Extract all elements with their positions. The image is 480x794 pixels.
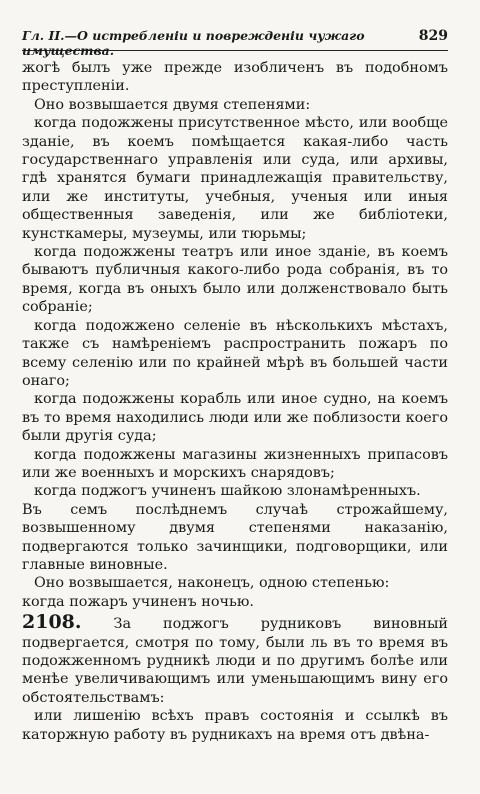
article-number: 2108. (22, 611, 82, 634)
paragraph-10: Оно возвышается, наконецъ, одною степенью: (34, 575, 390, 592)
paragraph-6: когда подожжены корабль или иное судно, на коемъ въ то время находились люди или же поблизости коего были другія суда; (22, 391, 448, 445)
paragraph-5: когда подожжено селеніе въ нѣсколькихъ мѣстахъ, также съ намѣреніемъ распространить пожаръ по всему селенію или по крайней мѣрѣ въ большей части онаго; (22, 317, 448, 389)
paragraph-2: Оно возвышается двумя степенями: (34, 96, 311, 113)
article-text: За поджогъ рудниковъ виновный подвергается, смотря по тому, были ль въ то время въ подожженномъ рудникѣ люди и по другимъ болѣе или менѣе увеличивающимъ или уменьшающимъ вину его обстоятельствамъ: (22, 616, 448, 706)
article-paragraph (22, 613, 448, 707)
paragraph-3: когда подожжены присутственное мѣсто, или вообще зданіе, въ коемъ помѣщается какая-либо часть государственнаго управленія или суда, или архивы, гдѣ хранятся бумаги принадлежащія правительству, или же институты, учебныя, ученыя или иныя общественныя заведенія, или же библіотеки, кунсткамеры, музеумы, или тюрьмы; (22, 115, 448, 242)
paragraph-7: когда подожжены магазины жизненныхъ припасовъ или же военныхъ и морскихъ снарядовъ; (22, 446, 448, 481)
paragraph-4: когда подожжены театръ или иное зданіе, въ коемъ бываютъ публичныя какого-либо рода собранія, въ то время, когда въ оныхъ было или долженствовало быть собраніе; (22, 244, 448, 316)
paragraph-8: когда поджогъ учиненъ шайкою злонамѣренныхъ. (34, 483, 421, 500)
paragraph-1: жогѣ былъ уже прежде изобличенъ въ подобномъ преступленіи. (22, 60, 448, 95)
paragraph-9: Въ семъ послѣднемъ случаѣ строжайшему, возвышенному двумя степенями наказанію, подвергаются только зачинщики, подговорщики, или главные виновные. (22, 501, 448, 573)
body-text (22, 59, 448, 744)
closing-paragraph: или лишенію всѣхъ правъ состоянія и ссылкѣ въ каторжную работу въ рудникахъ на время отъ двѣна- (22, 708, 448, 743)
paragraph-11: когда пожаръ учиненъ ночью. (22, 593, 254, 610)
chapter-title: Гл. II.—О истребленіи и поврежденіи чужаго имущества. (22, 28, 365, 58)
running-header (22, 28, 448, 58)
page-number: 829 (418, 28, 448, 44)
